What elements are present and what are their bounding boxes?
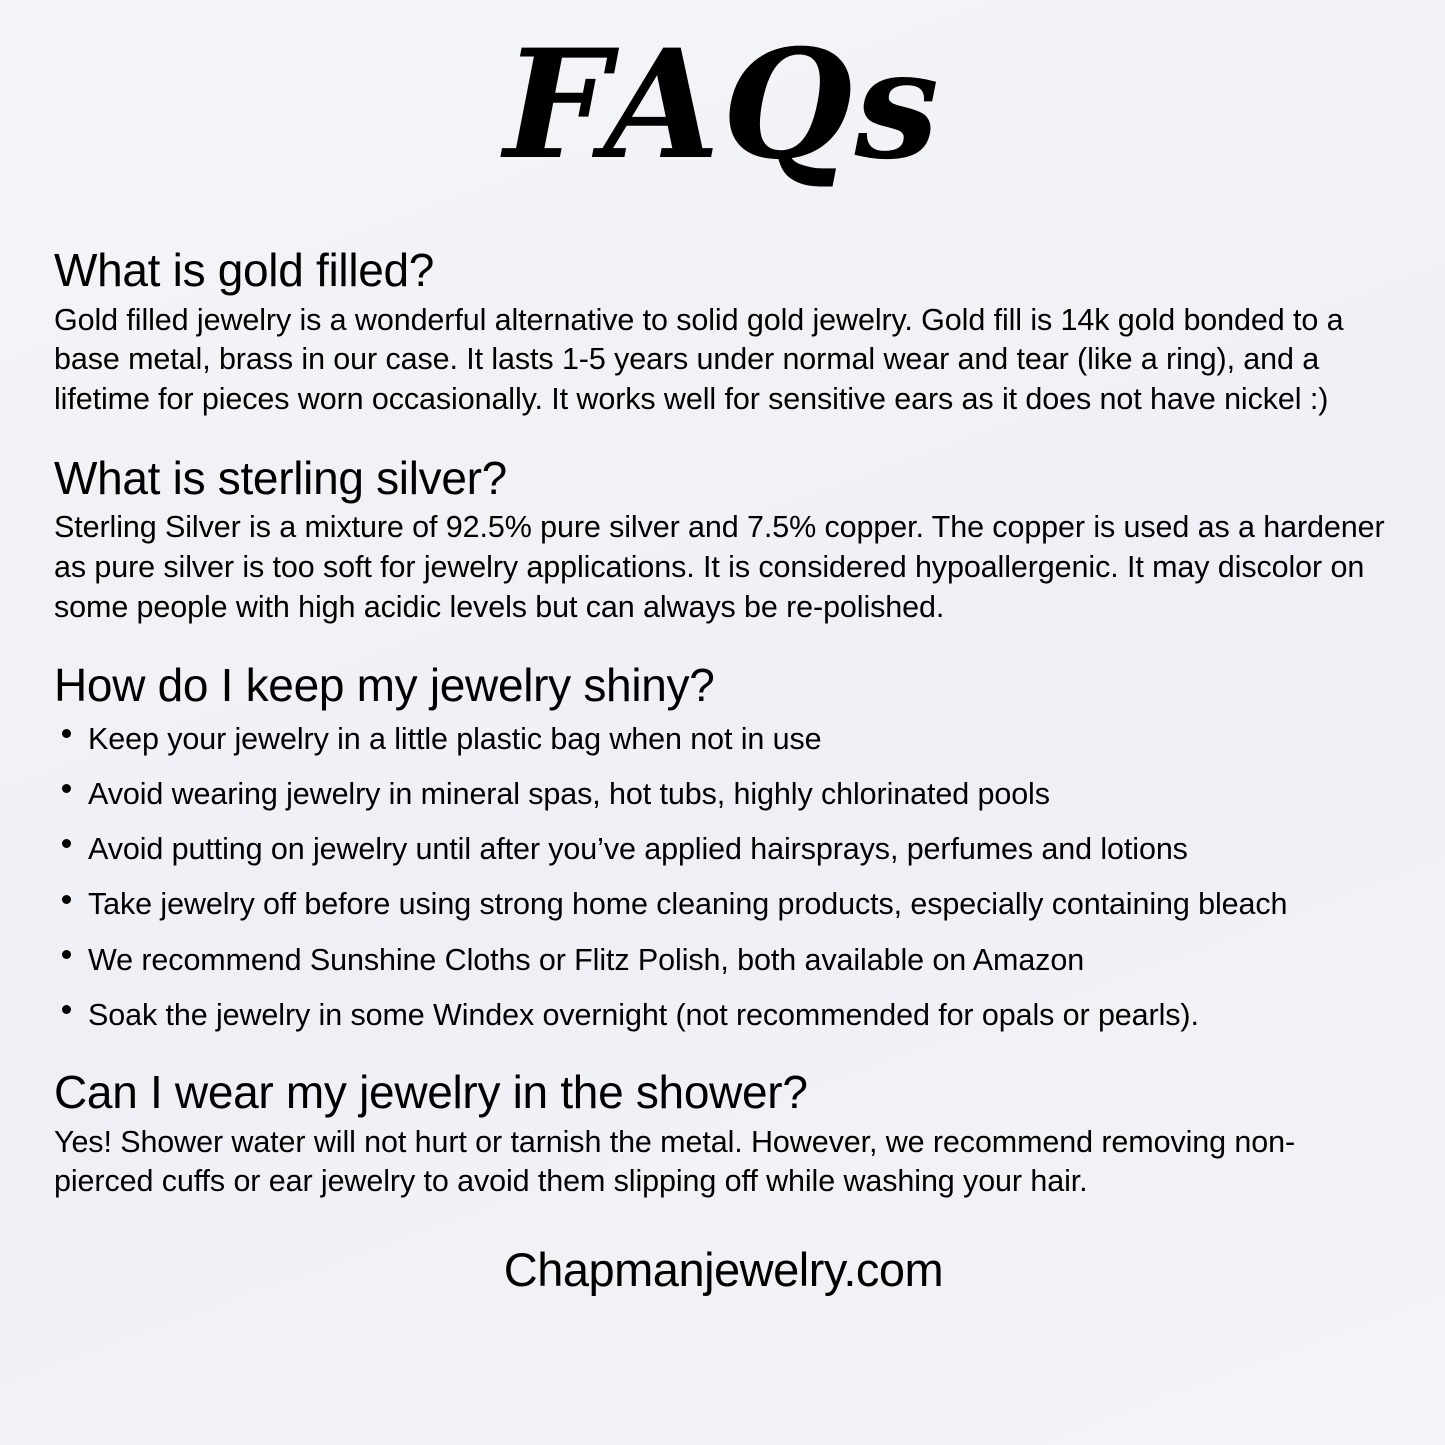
- faq-section-keep-shiny: [54, 661, 1393, 1034]
- list-item: [54, 720, 1393, 758]
- faq-answer: Gold filled jewelry is a wonderful alternative to solid gold jewelry. Gold fill is 14k gold bonded to a base metal, brass in our case. It lasts 1-5 years under normal wear and tear (like a ring), and a lifetime for pieces worn occasionally. It works well for sensitive ears as it does not have nickel :): [54, 302, 1344, 417]
- faq-answer: Sterling Silver is a mixture of 92.5% pure silver and 7.5% copper. The copper is used as a hardener as pure silver is too soft for jewelry applications. It is considered hypoallergenic. It may discolor on some people with high acidic levels but can always be re-polished.: [54, 510, 1385, 624]
- list-item: [54, 996, 1393, 1034]
- list-item-label: Avoid wearing jewelry in mineral spas, hot tubs, highly chlorinated pools: [88, 777, 1050, 812]
- list-item: [54, 941, 1393, 979]
- page-title: FAQs: [503, 17, 942, 193]
- faq-question: What is gold filled?: [54, 244, 435, 296]
- faq-content: [0, 246, 1445, 1297]
- bullet-dot-icon: [62, 950, 71, 959]
- list-item-label: Soak the jewelry in some Windex overnight (not recommended for opals or pearls).: [88, 997, 1199, 1032]
- faq-section-sterling-silver: [54, 451, 1393, 628]
- faq-question: Can I wear my jewelry in the shower?: [54, 1065, 808, 1118]
- bullet-dot-icon: [62, 784, 71, 793]
- list-item-label: Keep your jewelry in a little plastic bag when not in use: [88, 722, 822, 757]
- list-item-label: Take jewelry off before using strong home cleaning products, especially containing bleach: [88, 887, 1288, 922]
- list-item-label: Avoid putting on jewelry until after you’ve applied hairsprays, perfumes and lotions: [88, 832, 1188, 867]
- faq-answer: Yes! Shower water will not hurt or tarnish the metal. However, we recommend removing non-pierced cuffs or ear jewelry to avoid them slipping off while washing your hair.: [54, 1124, 1296, 1199]
- faq-section-shower: [54, 1065, 1393, 1202]
- bullet-dot-icon: [62, 839, 71, 848]
- faq-section-gold-filled: [54, 246, 1393, 420]
- bullet-dot-icon: [62, 729, 71, 738]
- faq-question: What is sterling silver?: [54, 451, 507, 504]
- bullet-dot-icon: [62, 1005, 71, 1014]
- faq-question: How do I keep my jewelry shiny?: [54, 659, 715, 712]
- brand-website: Chapmanjewelry.com: [503, 1242, 944, 1296]
- faq-bullet-list: [54, 720, 1393, 1034]
- bullet-dot-icon: [62, 895, 71, 904]
- list-item: [54, 830, 1393, 868]
- list-item: [54, 885, 1393, 923]
- list-item-label: We recommend Sunshine Cloths or Flitz Polish, both available on Amazon: [88, 942, 1085, 977]
- list-item: [54, 775, 1393, 813]
